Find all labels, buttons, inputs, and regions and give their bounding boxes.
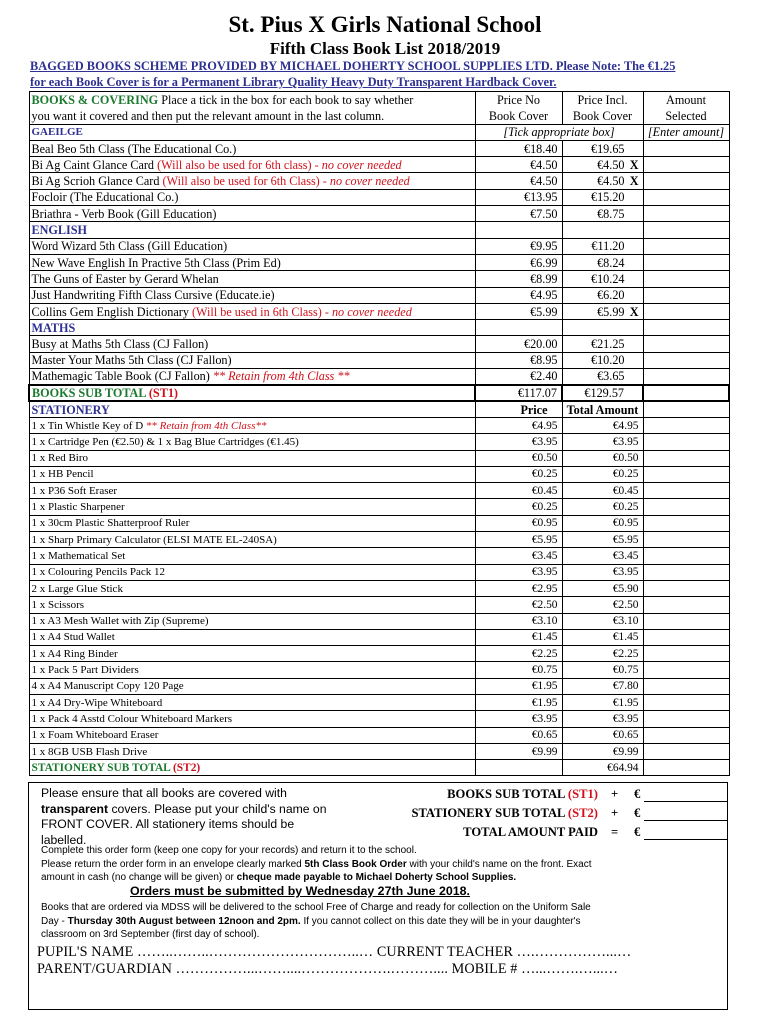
books-subtotal-line [380,787,728,805]
price-incl-cover[interactable]: €15.20 [562,189,643,205]
books-covering-heading: BOOKS & COVERING Place a tick in the box for each book to say whether [29,92,475,108]
amount-selected-field[interactable] [643,189,729,205]
stationery-row [29,613,729,629]
plus-sign: + [611,787,619,801]
stationery-price: €9.99 [475,743,562,759]
stationery-total: €1.45 [562,629,643,645]
books-subtotal-field[interactable] [644,801,728,802]
stationery-price: €0.25 [475,466,562,482]
empty-cell [643,401,729,417]
stationery-total: €2.25 [562,646,643,662]
books-subtotal-label: BOOKS SUB TOTAL (ST1) [29,385,475,401]
stationery-item: 4 x A4 Manuscript Copy 120 Page [29,678,475,694]
book-title: The Guns of Easter by Gerard Whelan [29,271,475,287]
stationery-item: 1 x Pack 5 Part Dividers [29,662,475,678]
empty-cell [643,532,729,548]
stationery-row [29,727,729,743]
books-subtotal-row [29,385,729,401]
price-no-cover: €8.95 [475,352,562,368]
book-row [29,369,729,385]
stationery-row [29,417,729,433]
stationery-row [29,662,729,678]
book-row [29,238,729,254]
stationery-item: 1 x Cartridge Pen (€2.50) & 1 x Bag Blue Cartridges (€1.45) [29,434,475,450]
stationery-row [29,743,729,759]
stationery-item: 1 x Pack 4 Asstd Colour Whiteboard Markers [29,711,475,727]
stationery-price: €4.95 [475,417,562,433]
price-incl-cover[interactable]: €10.20 [562,352,643,368]
book-title: Busy at Maths 5th Class (CJ Fallon) [29,336,475,352]
stationery-row [29,694,729,710]
empty-cell [562,320,643,336]
section-gaeilge: GAEILGE [29,124,475,140]
empty-cell [562,222,643,238]
total-paid-line [380,825,728,843]
stationery-subtotal-line [380,806,728,824]
stationery-item: 1 x Red Biro [29,450,475,466]
stationery-total: €3.95 [562,434,643,450]
stationery-price: €0.45 [475,483,562,499]
stationery-row [29,711,729,727]
price-no-cover: €6.99 [475,254,562,270]
stationery-item: 1 x HB Pencil [29,466,475,482]
stationery-row [29,564,729,580]
books-instruction: you want it covered and then put the relevant amount in the last column. [29,108,475,124]
book-row [29,303,729,319]
stationery-price: €1.95 [475,694,562,710]
amount-selected-field[interactable] [643,254,729,270]
book-title: Collins Gem English Dictionary (Will be used in 6th Class) - no cover needed [29,303,475,319]
stationery-item: 1 x Foam Whiteboard Eraser [29,727,475,743]
stationery-price: €0.65 [475,727,562,743]
empty-cell [643,597,729,613]
book-row [29,336,729,352]
stationery-row [29,580,729,596]
empty-cell [643,694,729,710]
stationery-row [29,434,729,450]
stationery-row [29,450,729,466]
col-amount-selected-2: Selected [643,108,729,124]
stationery-price: €0.95 [475,515,562,531]
stationery-item: 1 x Colouring Pencils Pack 12 [29,564,475,580]
stationery-price: €2.25 [475,646,562,662]
price-no-cover: €7.50 [475,206,562,222]
stationery-total: €2.50 [562,597,643,613]
price-no-cover: €20.00 [475,336,562,352]
tick-mark: X [629,157,639,172]
amount-selected-field[interactable] [643,352,729,368]
euro-sign: € [634,806,641,820]
total-paid-label: TOTAL AMOUNT PAID [463,825,598,839]
stationery-total: €0.45 [562,483,643,499]
book-row [29,287,729,303]
stationery-row [29,532,729,548]
stationery-total: €4.95 [562,417,643,433]
empty-cell [643,580,729,596]
enter-note: [Enter amount] [643,124,729,140]
price-incl-cover[interactable]: €10.24 [562,271,643,287]
stationery-price: €2.95 [475,580,562,596]
stationery-row [29,629,729,645]
stationery-total: €0.50 [562,450,643,466]
book-title: Mathemagic Table Book (CJ Fallon) ** Retain from 4th Class ** [29,369,475,385]
price-no-cover: €5.99 [475,303,562,319]
plus-sign: + [611,806,619,820]
tick-mark: X [629,304,639,319]
stationery-item: 1 x 8GB USB Flash Drive [29,743,475,759]
parent-guardian-field[interactable]: PARENT/GUARDIAN ……………...……....……………….……….... MOBILE # …...…….…...… [37,961,619,977]
total-paid-field[interactable] [644,839,728,840]
price-incl-cover[interactable]: €21.25 [562,336,643,352]
stationery-item: 1 x A3 Mesh Wallet with Zip (Supreme) [29,613,475,629]
section-maths: MATHS [29,320,475,336]
stationery-item: 1 x 30cm Plastic Shatterproof Ruler [29,515,475,531]
page-title: St. Pius X Girls National School [228,12,542,37]
book-row [29,157,729,173]
col-price-no-cover: Price No [475,92,562,108]
notice-line-2: for each Book Cover is for a Permanent Library Quality Heavy Duty Transparent Hardback Cover. [30,75,557,89]
amount-selected-field[interactable] [643,271,729,287]
book-row [29,206,729,222]
stationery-price: €3.95 [475,711,562,727]
amount-selected-field[interactable] [643,140,729,156]
book-title: Just Handwriting Fifth Class Cursive (Educate.ie) [29,287,475,303]
stationery-row [29,515,729,531]
price-no-cover: €4.50 [475,157,562,173]
euro-sign: € [634,787,641,801]
price-no-cover: €2.40 [475,369,562,385]
stationery-total: €0.75 [562,662,643,678]
stationery-item: 1 x Scissors [29,597,475,613]
price-no-cover: €9.95 [475,238,562,254]
stationery-row [29,597,729,613]
stationery-total: €0.65 [562,727,643,743]
stationery-total: €1.95 [562,694,643,710]
stationery-subtotal-total: €64.94 [562,760,643,776]
amount-selected-field[interactable] [643,336,729,352]
price-no-cover: €8.99 [475,271,562,287]
book-title: Beal Beo 5th Class (The Educational Co.) [29,140,475,156]
price-no-cover: €4.50 [475,173,562,189]
book-title: Master Your Maths 5th Class (CJ Fallon) [29,352,475,368]
books-subtotal-incl-cover: €129.57 [562,385,643,401]
empty-cell [643,483,729,499]
price-incl-cover[interactable]: €6.20 [562,287,643,303]
tick-note: [Tick appropriate box] [475,124,643,140]
equals-sign: = [611,825,619,839]
euro-sign: € [634,825,641,839]
price-incl-cover[interactable]: €8.75 [562,206,643,222]
empty-cell [643,711,729,727]
stationery-row [29,483,729,499]
empty-cell [643,727,729,743]
col-price-incl-cover: Price Incl. [562,92,643,108]
stationery-subtotal-label: STATIONERY SUB TOTAL (ST2) [411,806,598,820]
stationery-item: 1 x A4 Ring Binder [29,646,475,662]
stationery-item: 1 x Tin Whistle Key of D ** Retain from 4th Class** [29,417,475,433]
price-no-cover: €18.40 [475,140,562,156]
price-no-cover: €13.95 [475,189,562,205]
price-incl-cover[interactable]: €11.20 [562,238,643,254]
empty-cell [643,629,729,645]
empty-cell [643,548,729,564]
empty-cell [475,222,562,238]
empty-cell [643,564,729,580]
book-title: Bi Ag Scrioh Glance Card (Will also be used for 6th Class) - no cover needed [29,173,475,189]
stationery-total: €5.95 [562,532,643,548]
stationery-price: €2.50 [475,597,562,613]
empty-cell [643,466,729,482]
books-subtotal-label: BOOKS SUB TOTAL (ST1) [447,787,598,801]
empty-cell [643,450,729,466]
empty-cell [643,499,729,515]
stationery-price: €0.75 [475,662,562,678]
price-incl-cover[interactable]: €4.50 X [562,157,643,173]
stationery-subtotal-label: STATIONERY SUB TOTAL (ST2) [29,760,475,776]
stationery-item: 1 x Sharp Primary Calculator (ELSI MATE EL-240SA) [29,532,475,548]
book-title: New Wave English In Practive 5th Class (Prim Ed) [29,254,475,270]
book-list-table [28,91,730,776]
books-subtotal-no-cover: €117.07 [475,385,562,401]
stationery-price: €3.95 [475,564,562,580]
stationery-item: 1 x Plastic Sharpener [29,499,475,515]
book-row [29,189,729,205]
price-incl-cover[interactable]: €8.24 [562,254,643,270]
stationery-total: €3.95 [562,564,643,580]
stationery-item: 2 x Large Glue Stick [29,580,475,596]
empty-cell [643,743,729,759]
stationery-total: €0.25 [562,499,643,515]
empty-cell [475,760,562,776]
amount-selected-field[interactable] [643,238,729,254]
empty-cell [643,613,729,629]
cover-instructions: Please ensure that all books are covered with transparent covers. Please put your child's name on FRONT COVER. All stationery items should be labelled. [41,786,327,847]
stationery-price: €0.25 [475,499,562,515]
col-price: Price [475,401,562,417]
book-title: Word Wizard 5th Class (Gill Education) [29,238,475,254]
empty-cell [643,678,729,694]
empty-cell [475,320,562,336]
stationery-row [29,678,729,694]
price-incl-cover[interactable]: €4.50 X [562,173,643,189]
col-price-no-cover-2: Book Cover [475,108,562,124]
stationery-item: 1 x A4 Dry-Wipe Whiteboard [29,694,475,710]
stationery-price: €1.95 [475,678,562,694]
book-row [29,352,729,368]
stationery-total: €0.95 [562,515,643,531]
stationery-total: €3.45 [562,548,643,564]
stationery-price: €5.95 [475,532,562,548]
empty-cell [643,662,729,678]
stationery-row [29,646,729,662]
stationery-item: 1 x P36 Soft Eraser [29,483,475,499]
stationery-total: €9.99 [562,743,643,759]
stationery-subtotal-row [29,760,729,776]
stationery-total: €3.10 [562,613,643,629]
tick-mark: X [629,174,639,189]
price-incl-cover[interactable]: €5.99 X [562,303,643,319]
books-subtotal-amount[interactable] [643,385,729,401]
stationery-row [29,499,729,515]
col-amount-selected: Amount [643,92,729,108]
book-title: Briathra - Verb Book (Gill Education) [29,206,475,222]
amount-selected-field[interactable] [643,287,729,303]
empty-cell [643,222,729,238]
stationery-total: €5.90 [562,580,643,596]
delivery-info: Books that are ordered via MDSS will be delivered to the school Free of Charge and ready for collection on the Uniform Sale Day - Thursday 30th August between 12noon and 2pm. If you cannot collect on this date they will be in your daughter's classroom on 3rd September (first day of school). [41,902,591,940]
pupil-name-field[interactable]: PUPIL'S NAME ……..……..…………………………..… CURRENT TEACHER ….……………...… [37,944,632,960]
book-row [29,140,729,156]
book-title: Focloir (The Educational Co.) [29,189,475,205]
price-no-cover: €4.95 [475,287,562,303]
stationery-row [29,548,729,564]
stationery-subtotal-field[interactable] [644,820,728,821]
empty-cell [643,646,729,662]
stationery-price: €3.95 [475,434,562,450]
return-instructions: Complete this order form (keep one copy for your records) and return it to the school. Please return the order form in an envelope clearly marked 5th Class Book Order with your child's name on the front. Exact amount in cash (no change will be given) or cheque made payable to Michael Doherty School Supplies. [41,845,592,883]
section-stationery: STATIONERY [29,401,475,417]
amount-selected-field[interactable] [643,173,729,189]
section-english: ENGLISH [29,222,475,238]
empty-cell [643,760,729,776]
empty-cell [643,417,729,433]
stationery-total: €3.95 [562,711,643,727]
amount-selected-field[interactable] [643,206,729,222]
order-deadline: Orders must be submitted by Wednesday 27th June 2018. [130,884,470,898]
stationery-price: €0.50 [475,450,562,466]
stationery-total: €7.80 [562,678,643,694]
price-incl-cover[interactable]: €3.65 [562,369,643,385]
amount-selected-field[interactable] [643,369,729,385]
stationery-row [29,466,729,482]
book-title: Bi Ag Caint Glance Card (Will also be used for 6th class) - no cover needed [29,157,475,173]
page-subtitle: Fifth Class Book List 2018/2019 [269,39,501,58]
stationery-price: €3.10 [475,613,562,629]
col-price-incl-cover-2: Book Cover [562,108,643,124]
book-row [29,271,729,287]
amount-selected-field[interactable] [643,303,729,319]
stationery-price: €3.45 [475,548,562,564]
stationery-total: €0.25 [562,466,643,482]
stationery-price: €1.45 [475,629,562,645]
empty-cell [643,434,729,450]
price-incl-cover[interactable]: €19.65 [562,140,643,156]
book-row [29,254,729,270]
col-total-amount: Total Amount [562,401,643,417]
amount-selected-field[interactable] [643,157,729,173]
stationery-item: 1 x Mathematical Set [29,548,475,564]
notice-line-1: BAGGED BOOKS SCHEME PROVIDED BY MICHAEL DOHERTY SCHOOL SUPPLIES LTD. Please Note: The €1.25 [30,59,676,73]
empty-cell [643,515,729,531]
empty-cell [643,320,729,336]
stationery-item: 1 x A4 Stud Wallet [29,629,475,645]
book-row [29,173,729,189]
